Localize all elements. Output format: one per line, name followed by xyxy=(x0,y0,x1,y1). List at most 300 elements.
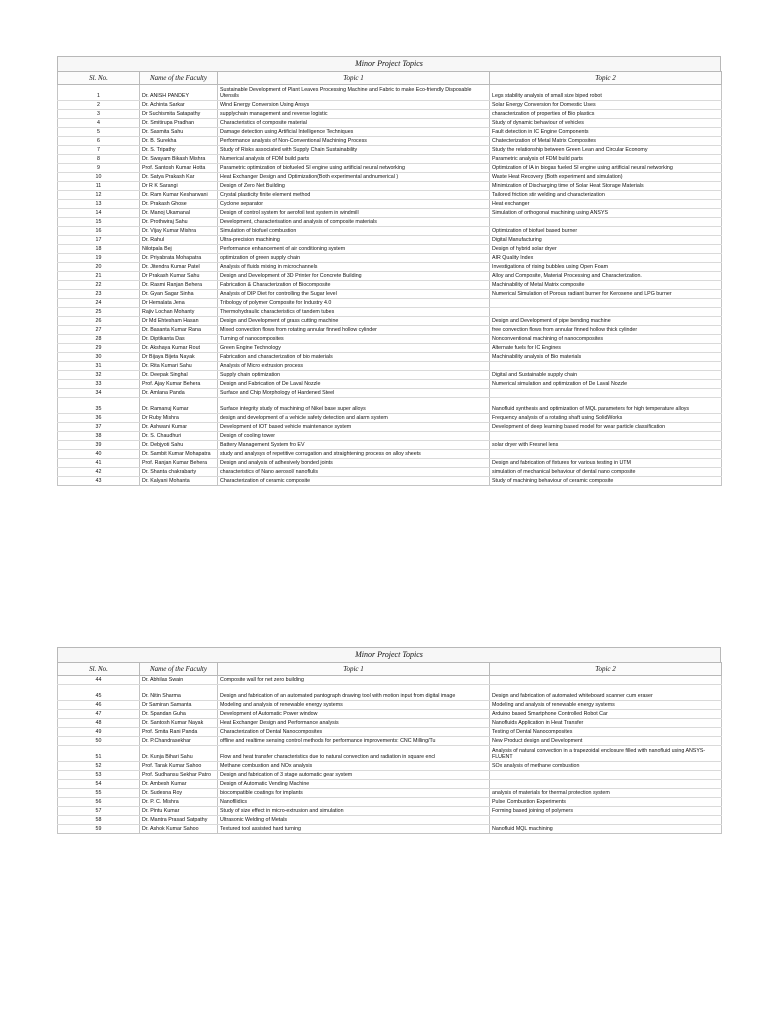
faculty-name-cell: Dr. Amlana Panda xyxy=(140,389,218,398)
sl-no-cell: 35 xyxy=(58,398,140,414)
header-topic-1: Topic 1 xyxy=(218,72,490,85)
topic-2-cell xyxy=(490,432,722,441)
sl-no-cell: 13 xyxy=(58,200,140,209)
table-row xyxy=(58,218,722,227)
faculty-name-cell: Dr. Abhilas Swain xyxy=(140,676,218,685)
table-row xyxy=(58,459,722,468)
table-row xyxy=(58,101,722,110)
sl-no-cell: 11 xyxy=(58,182,140,191)
table-row xyxy=(58,245,722,254)
topic-2-cell: Investigations of rising bubbles using Open Foam xyxy=(490,263,722,272)
topic-1-cell: Design and analysis of adhesively bonded joints xyxy=(218,459,490,468)
sl-no-cell: 27 xyxy=(58,326,140,335)
table-row xyxy=(58,389,722,398)
faculty-name-cell: Dr. Diptikanta Das xyxy=(140,335,218,344)
topic-2-cell xyxy=(490,771,722,780)
faculty-name-cell: Dr Hemalata Jena xyxy=(140,299,218,308)
faculty-name-cell: Prof. Sudhansu Sekhar Patro xyxy=(140,771,218,780)
faculty-name-cell: Dr. Jitendra Kumar Patel xyxy=(140,263,218,272)
sl-no-cell: 17 xyxy=(58,236,140,245)
faculty-name-cell: Nilotpala Bej xyxy=(140,245,218,254)
topic-2-cell: SOx analysis of methane combustion xyxy=(490,762,722,771)
table-row xyxy=(58,380,722,389)
topic-1-cell: Surface and Chip Morphology of Hardened Steel xyxy=(218,389,490,398)
faculty-name-cell: Dr. S. Chaudhuri xyxy=(140,432,218,441)
faculty-name-cell: Dr. Deepak Singhal xyxy=(140,371,218,380)
topic-2-cell: Design and fabrication of fixtures for various testing in UTM xyxy=(490,459,722,468)
faculty-name-cell: Prof. Tarak Kumar Sahoo xyxy=(140,762,218,771)
topic-1-cell: Study of Risks associated with Supply Chain Sustainability xyxy=(218,146,490,155)
faculty-name-cell: Dr. Shanta chakrabarty xyxy=(140,468,218,477)
faculty-name-cell: Prof. Ranjan Kumar Behera xyxy=(140,459,218,468)
topic-2-cell: Forming based joining of polymers xyxy=(490,807,722,816)
topic-1-cell: Numerical analysis of FDM build parts xyxy=(218,155,490,164)
faculty-name-cell: Dr. Vijay Kumar Mishra xyxy=(140,227,218,236)
topic-2-cell: Digital and Sustainable supply chain xyxy=(490,371,722,380)
sl-no-cell: 34 xyxy=(58,389,140,398)
topic-1-cell: Sustainable Development of Plant Leaves Processing Machine and Fabric to make Eco-friendly Disposable Utensils xyxy=(218,85,490,101)
topic-1-cell: Design and Development of grass cutting machine xyxy=(218,317,490,326)
faculty-name-cell: Dr. Achinta Sarkar xyxy=(140,101,218,110)
topic-1-cell: Fabrication and characterization of bio materials xyxy=(218,353,490,362)
topic-1-cell: Design of cooling tower xyxy=(218,432,490,441)
faculty-name-cell: Dr. Basanta Kumar Rana xyxy=(140,326,218,335)
sl-no-cell: 7 xyxy=(58,146,140,155)
faculty-name-cell: Dr. Ambesh Kumar xyxy=(140,780,218,789)
table-row xyxy=(58,110,722,119)
sl-no-cell: 42 xyxy=(58,468,140,477)
header-topic-2: Topic 2 xyxy=(490,663,722,676)
faculty-name-cell: Dr Prakash Kumar Sahu xyxy=(140,272,218,281)
faculty-name-cell: Dr R K Sarangi xyxy=(140,182,218,191)
table-row xyxy=(58,737,722,746)
topic-2-cell: analysis of materials for thermal protection system xyxy=(490,789,722,798)
topic-2-cell: Alternate fuels for IC Engines xyxy=(490,344,722,353)
topic-2-cell: Machinability of Metal Matrix composite xyxy=(490,281,722,290)
topic-1-cell: Analysis of Micro extrusion process xyxy=(218,362,490,371)
topic-2-cell: Numerical Simulation of Porous radiant burner for Kerosene and LPG burner xyxy=(490,290,722,299)
topic-1-cell: Study of size effect in micro-extrusion and simulation xyxy=(218,807,490,816)
faculty-name-cell: Dr Ruby Mishra xyxy=(140,414,218,423)
sl-no-cell: 49 xyxy=(58,728,140,737)
faculty-name-cell: Prof. Santosh Kumar Hotta xyxy=(140,164,218,173)
table-row xyxy=(58,290,722,299)
faculty-name-cell: Dr. Manoj Ukamanal xyxy=(140,209,218,218)
table-row xyxy=(58,685,722,701)
topic-2-cell: simulation of mechanical behaviour of dental nano composite xyxy=(490,468,722,477)
topic-1-cell: Parametric optimization of biofueled SI engine using artificial neural networking xyxy=(218,164,490,173)
topic-2-cell: Design of hybrid solar dryer xyxy=(490,245,722,254)
topic-2-cell: Parametric analysis of FDM build parts xyxy=(490,155,722,164)
sl-no-cell: 24 xyxy=(58,299,140,308)
topic-1-cell: supplychain management and reverse logistic xyxy=(218,110,490,119)
table-row xyxy=(58,335,722,344)
sl-no-cell: 25 xyxy=(58,308,140,317)
topic-1-cell: Composite wall for net zero building xyxy=(218,676,490,685)
sl-no-cell: 54 xyxy=(58,780,140,789)
sl-no-cell: 36 xyxy=(58,414,140,423)
table-row xyxy=(58,155,722,164)
sheet-title: Minor Project Topics xyxy=(57,647,721,662)
sl-no-cell: 23 xyxy=(58,290,140,299)
topic-1-cell: biocompatible coatings for implants xyxy=(218,789,490,798)
topic-1-cell: Design and Fabrication of De Laval Nozzle xyxy=(218,380,490,389)
sl-no-cell: 38 xyxy=(58,432,140,441)
table-row xyxy=(58,762,722,771)
topic-1-cell: Ultrasonic Welding of Metals xyxy=(218,816,490,825)
sl-no-cell: 33 xyxy=(58,380,140,389)
topic-1-cell: Development of IOT based vehicle maintenance system xyxy=(218,423,490,432)
topic-1-cell: Thermohydraulic characteristics of tandem tubes xyxy=(218,308,490,317)
topic-1-cell: Heat Exchanger Design and Performance analysis xyxy=(218,719,490,728)
table-row xyxy=(58,710,722,719)
sl-no-cell: 4 xyxy=(58,119,140,128)
sl-no-cell: 32 xyxy=(58,371,140,380)
table-row xyxy=(58,299,722,308)
table-row xyxy=(58,719,722,728)
topic-2-cell: Pulse Combustion Experiments xyxy=(490,798,722,807)
topic-1-cell: Design of control system for aerofoil test system in windmill xyxy=(218,209,490,218)
table-row xyxy=(58,746,722,762)
table-row xyxy=(58,423,722,432)
sl-no-cell: 53 xyxy=(58,771,140,780)
topic-1-cell: Development of Automatic Power window xyxy=(218,710,490,719)
topic-1-cell: characteristics of Nano aerosol/ nanoflulis xyxy=(218,468,490,477)
sl-no-cell: 37 xyxy=(58,423,140,432)
table-row xyxy=(58,272,722,281)
faculty-name-cell: Dr. Smitirupa Pradhan xyxy=(140,119,218,128)
faculty-name-cell: Dr. Satya Prakash Kar xyxy=(140,173,218,182)
table-row xyxy=(58,236,722,245)
table-row xyxy=(58,137,722,146)
topic-1-cell: Mixed convection flows from rotating annular finned hollow cylinder xyxy=(218,326,490,335)
topic-1-cell: Green Engine Technology xyxy=(218,344,490,353)
faculty-name-cell: Dr. Mantra Prasad Satpathy xyxy=(140,816,218,825)
topic-2-cell xyxy=(490,308,722,317)
sl-no-cell: 56 xyxy=(58,798,140,807)
sl-no-cell: 2 xyxy=(58,101,140,110)
topic-2-cell: Development of deep learning based model for wear particle classification xyxy=(490,423,722,432)
sl-no-cell: 21 xyxy=(58,272,140,281)
topic-1-cell: Cyclone separator xyxy=(218,200,490,209)
faculty-name-cell: Dr Md Ehtesham Hasan xyxy=(140,317,218,326)
sl-no-cell: 55 xyxy=(58,789,140,798)
table-row xyxy=(58,362,722,371)
topic-2-cell: Simulation of orthogonal machining using ANSYS xyxy=(490,209,722,218)
faculty-name-cell: Dr. Rahul xyxy=(140,236,218,245)
faculty-name-cell: Dr. Nitin Sharma xyxy=(140,685,218,701)
sl-no-cell: 18 xyxy=(58,245,140,254)
topic-2-cell: Solar Energy Conversion for Domestic Uses xyxy=(490,101,722,110)
faculty-name-cell: Dr. Ramanuj Kumar xyxy=(140,398,218,414)
topic-2-cell xyxy=(490,218,722,227)
topic-2-cell: Optimization of biofuel based burner xyxy=(490,227,722,236)
topic-2-cell xyxy=(490,362,722,371)
topic-1-cell: Fabrication & Characterization of Biocomposite xyxy=(218,281,490,290)
faculty-name-cell: Dr Bijaya Bijeta Nayak xyxy=(140,353,218,362)
faculty-name-cell: Dr. Ashok Kumar Sahoo xyxy=(140,825,218,834)
table-row xyxy=(58,701,722,710)
header-topic-2: Topic 2 xyxy=(490,72,722,85)
faculty-name-cell: Dr. Kalyani Mohanta xyxy=(140,477,218,486)
table-row xyxy=(58,254,722,263)
topic-1-cell: Analysis of DIP Diet for controlling the Sugar level xyxy=(218,290,490,299)
topic-2-cell: Numerical simulation and optimization of De Laval Nozzle xyxy=(490,380,722,389)
topic-2-cell: Chatecterization of Metal Matrix Composites xyxy=(490,137,722,146)
topic-2-cell: Waste Heat Recovery (Both experiment and simulation) xyxy=(490,173,722,182)
topic-2-cell: Analysis of natural convection in a trapezoidal enclosure filled with nanofluid using ANSYS-FLUENT xyxy=(490,746,722,762)
sl-no-cell: 28 xyxy=(58,335,140,344)
topic-2-cell xyxy=(490,299,722,308)
faculty-name-cell: Dr. Sasmita Sahu xyxy=(140,128,218,137)
table-row xyxy=(58,441,722,450)
sl-no-cell: 51 xyxy=(58,746,140,762)
topic-1-cell: Design and fabrication of 3 stage automatic gear system xyxy=(218,771,490,780)
faculty-name-cell: Dr. B. Surekha xyxy=(140,137,218,146)
faculty-name-cell: Dr. Ashwani Kumar xyxy=(140,423,218,432)
faculty-name-cell: Prof. Smita Rani Panda xyxy=(140,728,218,737)
table-row xyxy=(58,780,722,789)
table-row xyxy=(58,164,722,173)
topic-1-cell: Simulation of biofuel combustion xyxy=(218,227,490,236)
topic-2-cell: Minimization of Discharging time of Solar Heat Storage Materials xyxy=(490,182,722,191)
faculty-name-cell: Dr. Rasmi Ranjan Behera xyxy=(140,281,218,290)
table-row xyxy=(58,281,722,290)
table-row xyxy=(58,477,722,486)
table-row xyxy=(58,85,722,101)
topic-2-cell xyxy=(490,676,722,685)
topic-1-cell: Battery Management System fro EV xyxy=(218,441,490,450)
faculty-name-cell: Dr. Rita Kumari Sahu xyxy=(140,362,218,371)
faculty-name-cell: Dr. Kunja Bihari Sahu xyxy=(140,746,218,762)
topic-1-cell: Turning of nanocomposites xyxy=(218,335,490,344)
table-row xyxy=(58,182,722,191)
topic-2-cell: Nonconventional machining of nanocomposites xyxy=(490,335,722,344)
topic-2-cell: Design and fabrication of automated whiteboard scanner cum eraser xyxy=(490,685,722,701)
topic-1-cell: Nanofllidics xyxy=(218,798,490,807)
faculty-name-cell: Dr. Spandan Guha xyxy=(140,710,218,719)
sl-no-cell: 48 xyxy=(58,719,140,728)
topic-1-cell: design and development of a vehicle safety detection and alarm system xyxy=(218,414,490,423)
faculty-name-cell: Dr. Pintu Kumar xyxy=(140,807,218,816)
topic-1-cell: Methane combustion and NOx analysis xyxy=(218,762,490,771)
table-row xyxy=(58,119,722,128)
topic-1-cell: Design and Development of 3D Printer for Concrete Building xyxy=(218,272,490,281)
table-row xyxy=(58,308,722,317)
table-row xyxy=(58,798,722,807)
faculty-name-cell: Dr. Gyan Sagar Sinha xyxy=(140,290,218,299)
header-faculty: Name of the Faculty xyxy=(140,72,218,85)
topic-1-cell: Characteristics of composite material xyxy=(218,119,490,128)
header-topic-1: Topic 1 xyxy=(218,663,490,676)
topic-2-cell: Modeling and analysis of renewable energy systems xyxy=(490,701,722,710)
faculty-name-cell: Dr. S. Tripathy xyxy=(140,146,218,155)
header-sl-no: Sl. No. xyxy=(58,72,140,85)
table-row xyxy=(58,173,722,182)
topic-2-cell xyxy=(490,450,722,459)
topic-2-cell xyxy=(490,816,722,825)
topic-1-cell: optimization of green supply chain xyxy=(218,254,490,263)
sl-no-cell: 43 xyxy=(58,477,140,486)
sl-no-cell: 58 xyxy=(58,816,140,825)
sl-no-cell: 5 xyxy=(58,128,140,137)
sl-no-cell: 1 xyxy=(58,85,140,101)
table-row xyxy=(58,432,722,441)
topic-2-cell: Nanofluid MQL machining xyxy=(490,825,722,834)
table-row xyxy=(58,676,722,685)
table-row xyxy=(58,353,722,362)
topic-1-cell: Characterization of ceramic composite xyxy=(218,477,490,486)
topic-1-cell: Design of Zero Net Building xyxy=(218,182,490,191)
topic-1-cell: Heat Exchanger Design and Optimization(Both experimental andnumerical ) xyxy=(218,173,490,182)
sl-no-cell: 52 xyxy=(58,762,140,771)
faculty-name-cell: Dr. Swayam Bikash Mishra xyxy=(140,155,218,164)
sl-no-cell: 46 xyxy=(58,701,140,710)
sl-no-cell: 20 xyxy=(58,263,140,272)
sl-no-cell: 15 xyxy=(58,218,140,227)
sl-no-cell: 40 xyxy=(58,450,140,459)
topic-2-cell: characterization of properties of Bio plastics xyxy=(490,110,722,119)
faculty-name-cell: Prof. Ajay Kumar Behera xyxy=(140,380,218,389)
topic-2-cell: Alloy and Composite, Material Processing and Characterization. xyxy=(490,272,722,281)
topic-2-cell: free convection flows from annular finned hollow thick cylinder xyxy=(490,326,722,335)
faculty-name-cell: Dr. Priyabrata Mohapatra xyxy=(140,254,218,263)
sl-no-cell: 29 xyxy=(58,344,140,353)
topic-2-cell xyxy=(490,780,722,789)
table-row xyxy=(58,450,722,459)
topic-1-cell: Supply chain optimization xyxy=(218,371,490,380)
topic-2-cell: Optimization of IA in biogas fueled SI engine using artificial neural networking xyxy=(490,164,722,173)
topic-2-cell: Nanofluids Application in Heat Transfer xyxy=(490,719,722,728)
sl-no-cell: 30 xyxy=(58,353,140,362)
project-topics-sheet-2 xyxy=(57,647,721,834)
topic-1-cell: Wind Energy Conversion Using Ansys xyxy=(218,101,490,110)
sl-no-cell: 22 xyxy=(58,281,140,290)
sl-no-cell: 39 xyxy=(58,441,140,450)
sl-no-cell: 26 xyxy=(58,317,140,326)
faculty-name-cell: Dr Suchismita Satapathy xyxy=(140,110,218,119)
table-row xyxy=(58,371,722,380)
topic-1-cell: Analysis of fluids mixing in microchannels xyxy=(218,263,490,272)
faculty-name-cell: Dr. ANISH PANDEY xyxy=(140,85,218,101)
topic-2-cell: Nanofluid synthesis and optimization of MQL parameters for high temperature alloys xyxy=(490,398,722,414)
sl-no-cell: 44 xyxy=(58,676,140,685)
table-row xyxy=(58,816,722,825)
sl-no-cell: 47 xyxy=(58,710,140,719)
faculty-name-cell: Dr Samiran Samanta xyxy=(140,701,218,710)
topic-1-cell: Development, characterisation and analysis of composite materials xyxy=(218,218,490,227)
topic-2-cell: Heat exchanger xyxy=(490,200,722,209)
faculty-name-cell: Dr. Sambit Kumar Mohapatra xyxy=(140,450,218,459)
topic-2-cell: Testing of Dental Nanocomposites xyxy=(490,728,722,737)
faculty-name-cell: Dr. Prakash Ghose xyxy=(140,200,218,209)
table-row xyxy=(58,317,722,326)
topic-2-cell: Tailored friction stir welding and characterization xyxy=(490,191,722,200)
topic-2-cell: solar dryer with Fresnel lens xyxy=(490,441,722,450)
sl-no-cell: 16 xyxy=(58,227,140,236)
topic-2-cell: Frequency analysis of a rotating shaft using SolidWorks xyxy=(490,414,722,423)
sl-no-cell: 19 xyxy=(58,254,140,263)
topic-1-cell: Surface integrity study of machining of Nikel base super alloys xyxy=(218,398,490,414)
sheet-title: Minor Project Topics xyxy=(57,56,721,71)
table-row xyxy=(58,771,722,780)
sl-no-cell: 57 xyxy=(58,807,140,816)
sl-no-cell: 8 xyxy=(58,155,140,164)
project-topics-sheet-1 xyxy=(57,56,721,486)
topics-table xyxy=(57,662,722,834)
faculty-name-cell: Dr. Santosh Kumar Nayak xyxy=(140,719,218,728)
topic-2-cell: AIR Quality Index xyxy=(490,254,722,263)
sl-no-cell: 50 xyxy=(58,737,140,746)
sl-no-cell: 9 xyxy=(58,164,140,173)
table-row xyxy=(58,468,722,477)
faculty-name-cell: Dr. Prothwiraj Sahu xyxy=(140,218,218,227)
topic-2-cell: Design and Development of pipe bending machine xyxy=(490,317,722,326)
topic-1-cell: Design of Automatic Vending Machine xyxy=(218,780,490,789)
table-row xyxy=(58,728,722,737)
header-faculty: Name of the Faculty xyxy=(140,663,218,676)
topic-2-cell: Study of dynamic behaviour of vehicles xyxy=(490,119,722,128)
topic-2-cell xyxy=(490,389,722,398)
table-row xyxy=(58,326,722,335)
table-row xyxy=(58,200,722,209)
table-row xyxy=(58,209,722,218)
topic-1-cell: Modeling and analysis of renewable energy systems xyxy=(218,701,490,710)
topic-1-cell: Ultra-precision machining xyxy=(218,236,490,245)
topic-1-cell: Design and fabrication of an automated pantograph drawing tool with motion input from digital image xyxy=(218,685,490,701)
table-row xyxy=(58,398,722,414)
topic-2-cell: Machinability analysis of Bio materials xyxy=(490,353,722,362)
topic-1-cell: Flow and heat transfer characteristics due to natural convection and radiation in square encl xyxy=(218,746,490,762)
sl-no-cell: 14 xyxy=(58,209,140,218)
faculty-name-cell: Dr. Akshaya Kumar Rout xyxy=(140,344,218,353)
topic-1-cell: Performance enhancement of air conditioning system xyxy=(218,245,490,254)
topic-2-cell: Arduino based Smartphone Controlled Robot Car xyxy=(490,710,722,719)
sl-no-cell: 45 xyxy=(58,685,140,701)
sl-no-cell: 3 xyxy=(58,110,140,119)
topic-1-cell: Tribology of polymer Composite for Industry 4.0 xyxy=(218,299,490,308)
topic-2-cell: Fault detection in IC Engine Components xyxy=(490,128,722,137)
table-row xyxy=(58,825,722,834)
topic-2-cell: Legs stability analysis of small size biped robot xyxy=(490,85,722,101)
table-row xyxy=(58,128,722,137)
faculty-name-cell: Dr. P.Chandrasekhar xyxy=(140,737,218,746)
faculty-name-cell: Dr. P. C. Mishra xyxy=(140,798,218,807)
topic-2-cell: Study the relationship between Green Lean and Circular Economy xyxy=(490,146,722,155)
header-sl-no: Sl. No. xyxy=(58,663,140,676)
faculty-name-cell: Dr. Sudesna Roy xyxy=(140,789,218,798)
table-row xyxy=(58,807,722,816)
table-row xyxy=(58,263,722,272)
sl-no-cell: 41 xyxy=(58,459,140,468)
topic-1-cell: Performance analysis of Non-Conventional Machining Process xyxy=(218,137,490,146)
topic-1-cell: Textured tool assisted hard turning xyxy=(218,825,490,834)
topic-2-cell: New Product design and Development xyxy=(490,737,722,746)
topic-1-cell: offline and realtime sensing control methods for performance improvements: CNC Milling/Tu xyxy=(218,737,490,746)
table-row xyxy=(58,227,722,236)
table-row xyxy=(58,344,722,353)
table-row xyxy=(58,414,722,423)
topic-1-cell: Damage detection using Artificial Intelligence Techniques xyxy=(218,128,490,137)
sl-no-cell: 12 xyxy=(58,191,140,200)
faculty-name-cell: Dr. Debjyoti Sahu xyxy=(140,441,218,450)
topic-1-cell: Characterization of Dental Nanocomposites xyxy=(218,728,490,737)
topics-table xyxy=(57,71,722,486)
sl-no-cell: 31 xyxy=(58,362,140,371)
table-row xyxy=(58,191,722,200)
table-row xyxy=(58,789,722,798)
topic-1-cell: Crystal plasticity finite element method xyxy=(218,191,490,200)
